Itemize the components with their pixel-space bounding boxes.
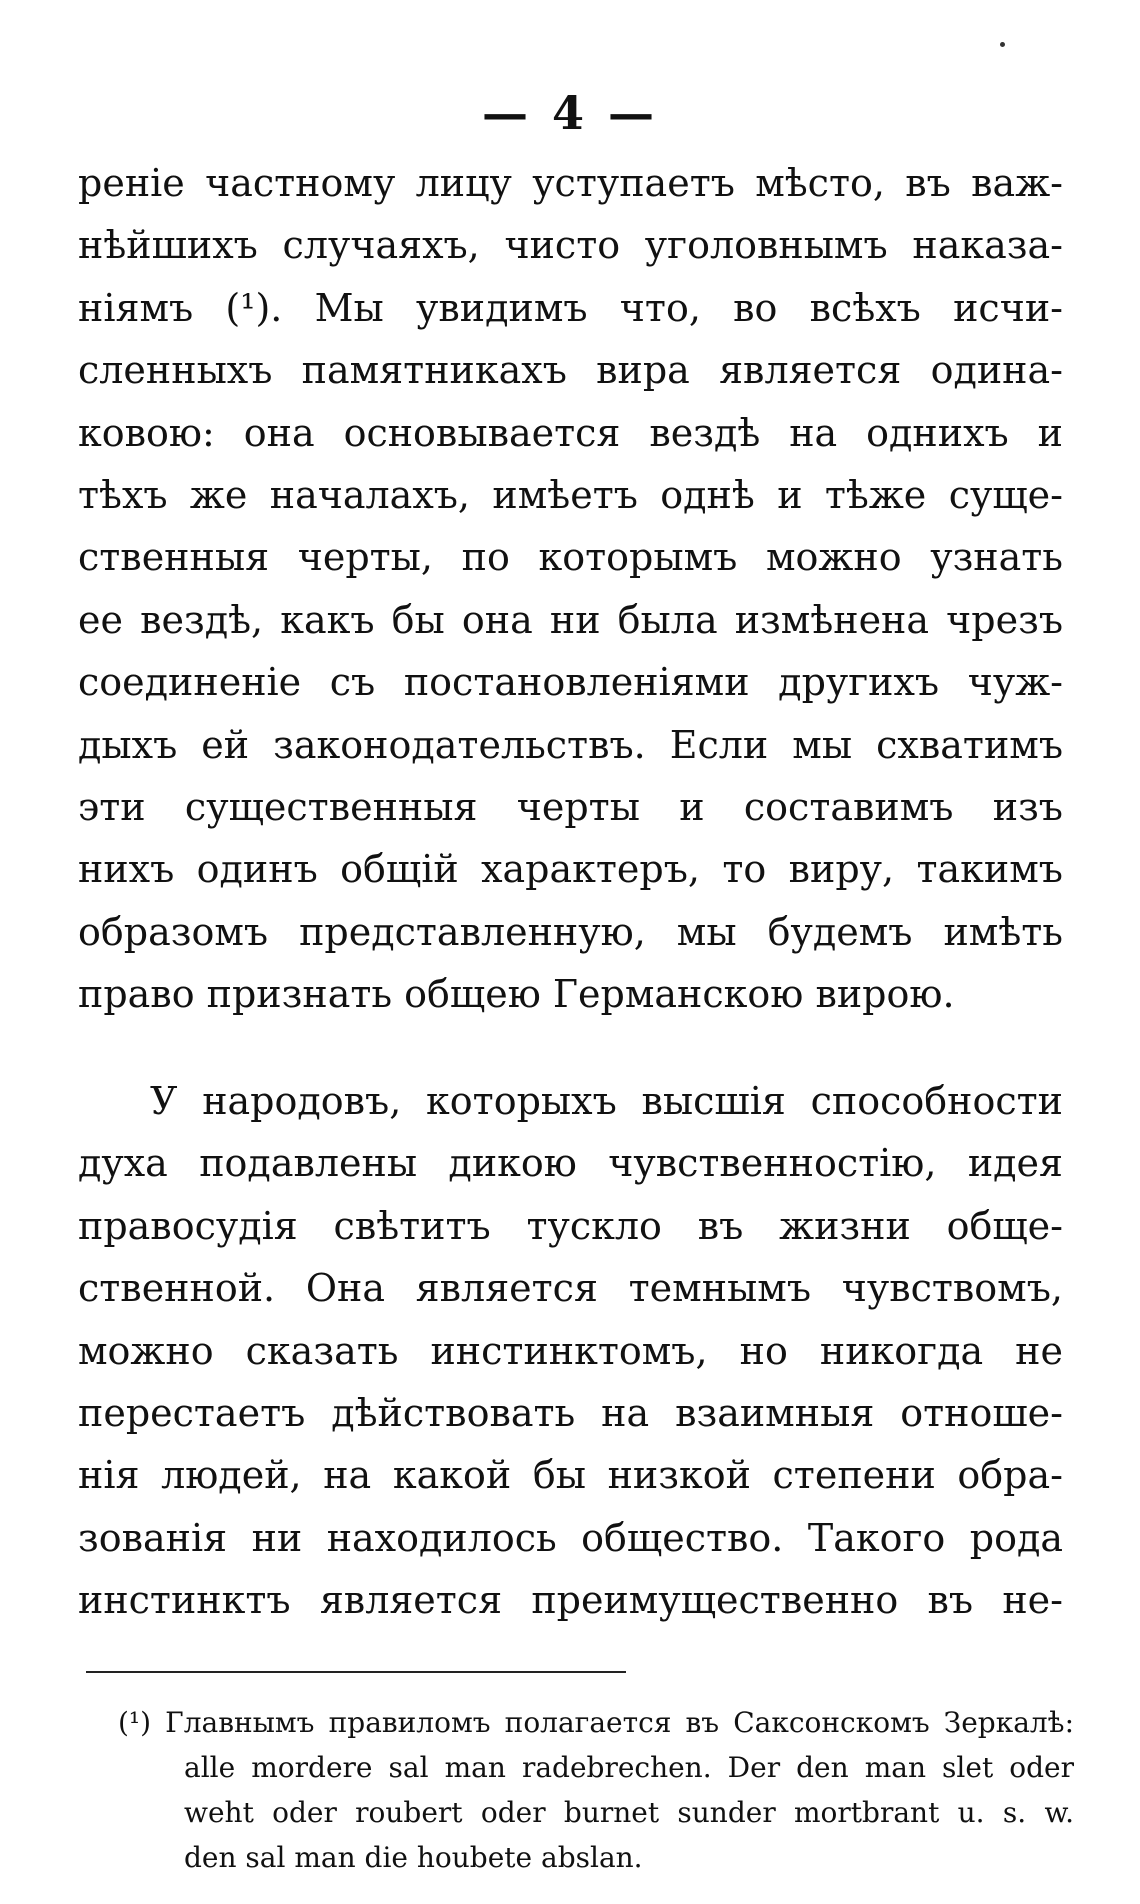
footnote-line: den sal man die houbete abslan.	[184, 1841, 643, 1874]
text-line: реніе частному лицу уступаетъ мѣсто, въ важ-	[78, 161, 1063, 205]
footnote-line: (¹) Главнымъ правиломъ полагается въ Саксонскомъ Зеркалѣ:	[118, 1706, 1074, 1739]
footnote-divider	[86, 1671, 626, 1673]
text-line: нія людей, на какой бы низкой степени обра-	[78, 1453, 1063, 1498]
text-line: сленныхъ памятникахъ вира является одина-	[78, 348, 1063, 393]
text-line: инстинктъ является преимущественно въ не-	[78, 1578, 1063, 1623]
page-number: — 4 —	[481, 86, 659, 140]
text-line: духа подавлены дикою чувственностію, идея	[78, 1141, 1063, 1186]
text-line: дыхъ ей законодательствъ. Если мы схватимъ	[78, 722, 1063, 767]
speck-mark	[1000, 42, 1005, 47]
text-line: тѣхъ же началахъ, имѣетъ однѣ и тѣже суще-	[78, 473, 1063, 518]
text-line: эти существенныя черты и составимъ изъ	[78, 785, 1063, 830]
text-line: ственной. Она является темнымъ чувствомъ,	[78, 1266, 1063, 1311]
text-line: нѣйшихъ случаяхъ, чисто уголовнымъ наказа-	[78, 223, 1063, 268]
text-line: ніямъ (¹). Мы увидимъ что, во всѣхъ исчи-	[78, 285, 1063, 330]
footnote	[118, 1700, 1074, 1880]
text-line: правосудія свѣтитъ тускло въ жизни обще-	[78, 1203, 1063, 1248]
paragraph-1	[78, 152, 1063, 1026]
text-line: перестаетъ дѣйствовать на взаимныя отноше-	[78, 1391, 1063, 1436]
text-line: право признать общею Германскою вирою.	[78, 972, 955, 1017]
text-line: нихъ одинъ общій характеръ, то виру, такимъ	[78, 847, 1063, 892]
text-line: ее вездѣ, какъ бы она ни была измѣнена чрезъ	[78, 597, 1063, 642]
text-line: ственныя черты, по которымъ можно узнать	[78, 535, 1063, 580]
paragraph-2	[78, 1070, 1063, 1632]
text-line: можно сказать инстинктомъ, но никогда не	[78, 1328, 1063, 1373]
footnote-line: alle mordere sal man radebrechen. Der den man slet oder	[184, 1751, 1074, 1784]
footnote-line: weht oder roubert oder burnet sunder mortbrant u. s. w.	[184, 1796, 1074, 1829]
text-line: ковою: она основывается вездѣ на однихъ и	[78, 410, 1063, 455]
text-line: образомъ представленную, мы будемъ имѣть	[78, 909, 1063, 954]
text-line: соединеніе съ постановленіями другихъ чуж-	[78, 660, 1063, 705]
text-line: зованія ни находилось общество. Такого рода	[78, 1515, 1063, 1560]
text-line: У народовъ, которыхъ высшія способности	[150, 1079, 1063, 1123]
